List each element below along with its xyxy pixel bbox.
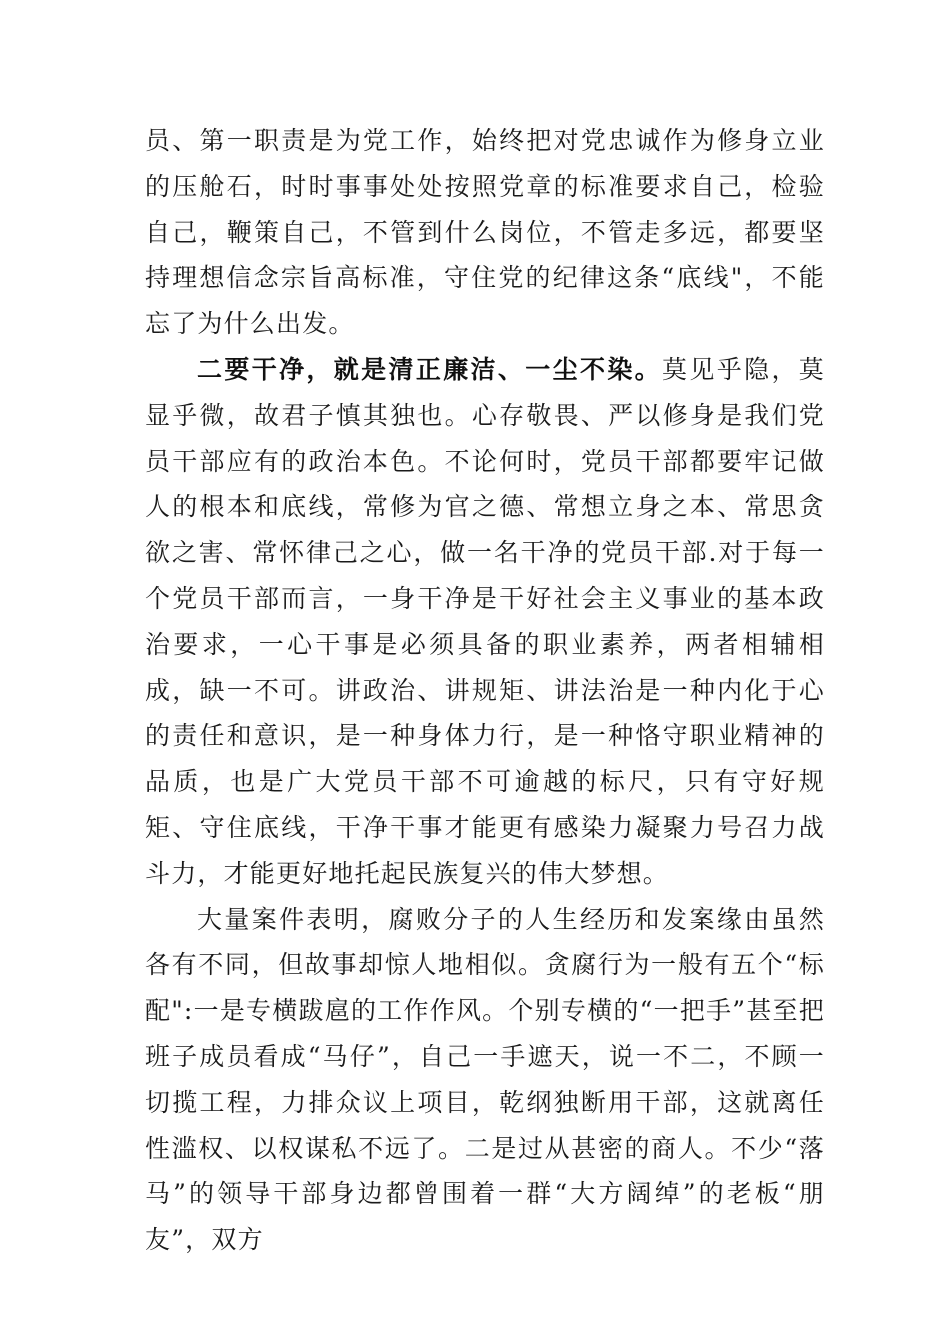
paragraph-corruption-cases <box>145 897 825 1263</box>
paragraph-text: 大量案件表明，腐败分子的人生经历和发案缘由虽然各有不同，但故事却惊人地相似。贪腐行为一般有五个“标配":一是专横跋扈的工作作风。个别专横的“一把手”甚至把班子成员看成“马仔”，自己一手遮天，说一不二，不顾一切揽工程，力排众议上项目，乾纲独断用干部，这就离任性滥权、以权谋私不远了。二是过从甚密的商人。不少“落马”的领导干部身边都曾围着一群“大方阔绰”的老板“朋友”，双方 <box>145 904 825 1255</box>
paragraph-party-loyalty <box>145 118 825 347</box>
paragraph-clean-integrity <box>145 347 825 897</box>
paragraph-text: 员、第一职责是为党工作，始终把对党忠诚作为修身立业的压舱石，时时事事处处按照党章的标准要求自己，检验自己，鞭策自己，不管到什么岗位，不管走多远，都要坚持理想信念宗旨高标准，守住党的纪律这条“底线"，不能忘了为什么出发。 <box>145 126 825 339</box>
paragraph-bold-lead: 二要干净，就是清正廉洁、一尘不染。 <box>197 354 663 384</box>
paragraph-text: 莫见乎隐，莫显乎微，故君子慎其独也。心存敬畏、严以修身是我们党员干部应有的政治本色。不论何时，党员干部都要牢记做人的根本和底线，常修为官之德、常想立身之本、常思贪欲之害、常怀律己之心，做一名干净的党员干部.对于每一个党员干部而言，一身干净是干好社会主义事业的基本政治要求，一心干事是必须具备的职业素养，两者相辅相成，缺一不可。讲政治、讲规矩、讲法治是一种内化于心的责任和意识，是一种身体力行，是一种恪守职业精神的品质，也是广大党员干部不可逾越的标尺，只有守好规矩、守住底线，干净干事才能更有感染力凝聚力号召力战斗力，才能更好地托起民族复兴的伟大梦想。 <box>145 354 826 888</box>
document-body <box>145 118 825 1263</box>
